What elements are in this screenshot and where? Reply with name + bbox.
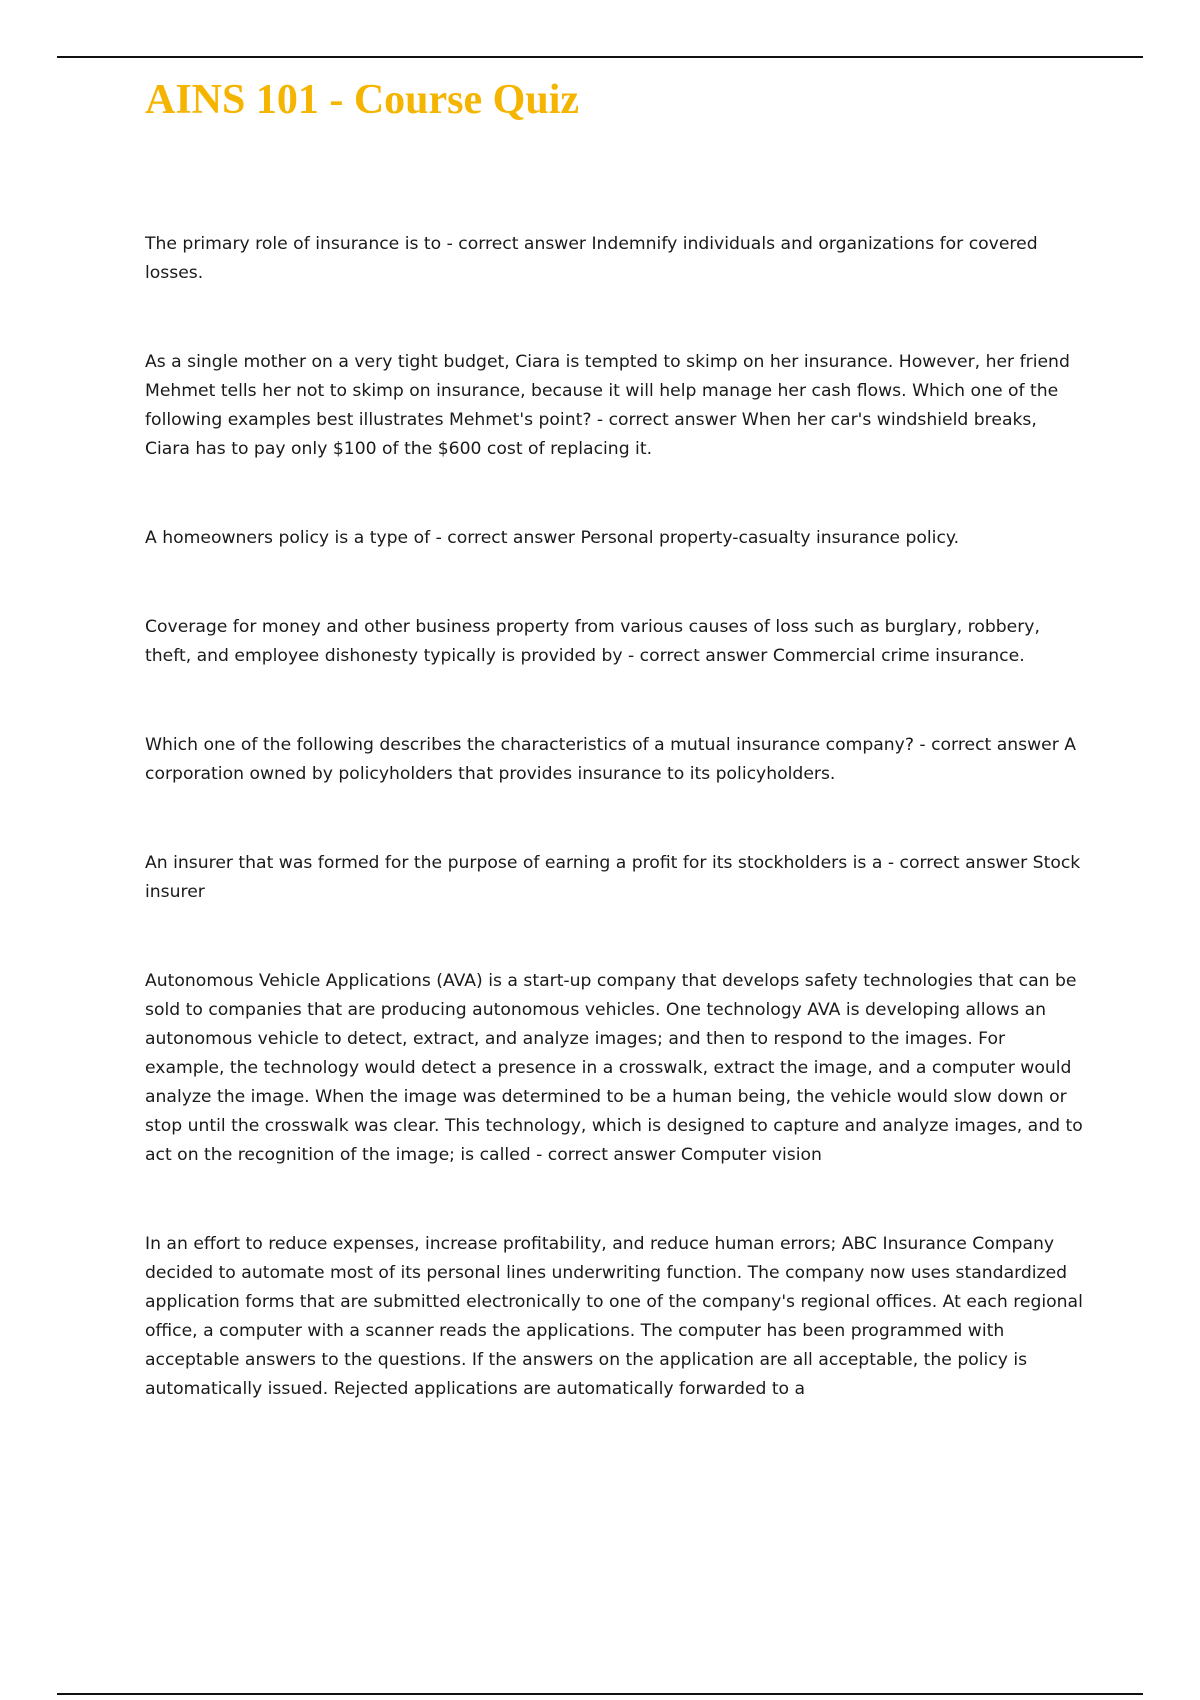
quiz-item: Autonomous Vehicle Applications (AVA) is a start-up company that develops safety technologies that can be sold to companies that are producing autonomous vehicles. One technology AVA is developing allows an autonomous vehicle to detect, extract, and analyze images; and then to respond to the images. For example, the technology would detect a presence in a crosswalk, extract the image, and a computer would analyze the image. When the image was determined to be a human being, the vehicle would slow down or stop until the crosswalk was clear. This technology, which is designed to capture and analyze images, and to act on the recognition of the image; is called - correct answer Computer vision xyxy=(145,971,1083,1165)
bottom-rule xyxy=(57,1693,1143,1695)
quiz-item: A homeowners policy is a type of - correct answer Personal property-casualty insurance policy. xyxy=(145,528,960,548)
quiz-item: As a single mother on a very tight budget, Ciara is tempted to skimp on her insurance. However, her friend Mehmet tells her not to skimp on insurance, because it will help manage her cash flows. Which one of the following examples best illustrates Mehmet's point? - correct answer When her car's windshield breaks, Ciara has to pay only $100 of the $600 cost of replacing it. xyxy=(145,352,1070,459)
quiz-item: In an effort to reduce expenses, increase profitability, and reduce human errors; ABC Insurance Company decided to automate most of its personal lines underwriting function. The company now uses standardized application forms that are submitted electronically to one of the company's regional offices. At each regional office, a computer with a scanner reads the applications. The computer has been programmed with acceptable answers to the questions. If the answers on the application are all acceptable, the policy is automatically issued. Rejected applications are automatically forwarded to a xyxy=(145,1234,1083,1399)
quiz-content xyxy=(145,230,1085,1464)
quiz-item: The primary role of insurance is to - correct answer Indemnify individuals and organizations for covered losses. xyxy=(145,234,1038,283)
document-title: AINS 101 - Course Quiz xyxy=(145,77,580,123)
quiz-item: Coverage for money and other business property from various causes of loss such as burglary, robbery, theft, and employee dishonesty typically is provided by - correct answer Commercial crime insurance. xyxy=(145,617,1040,666)
quiz-item: Which one of the following describes the characteristics of a mutual insurance company? - correct answer A corporation owned by policyholders that provides insurance to its policyholders. xyxy=(145,735,1077,784)
quiz-item: An insurer that was formed for the purpose of earning a profit for its stockholders is a - correct answer Stock insurer xyxy=(145,853,1081,902)
top-rule xyxy=(57,56,1143,58)
